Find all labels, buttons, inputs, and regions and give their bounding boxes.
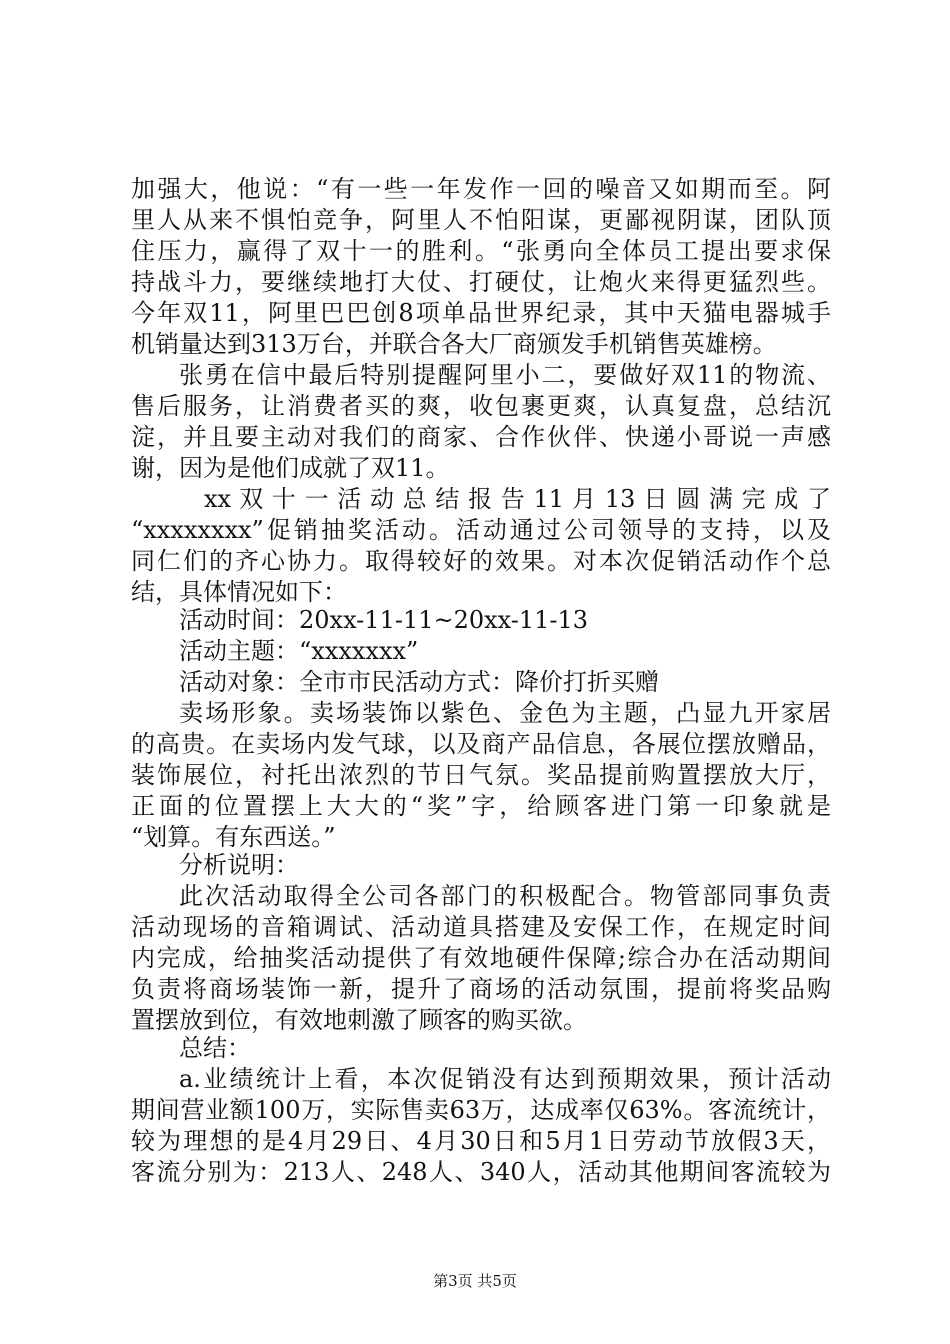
text-line: 客流分别为：213人、248人、340人，活动其他期间客流较为 [131,1158,831,1186]
paragraph-start: xx 双 十 一 活 动 总 结 报 告 11 月 13 日 圆 满 完 成 了 [204,485,831,513]
section-heading: 分析说明： [179,851,299,879]
text-line: 结，具体情况如下： [131,578,347,606]
paragraph-start: 卖场形象。卖场装饰以紫色、金色为主题，凸显九开家居 [179,699,831,727]
page-footer: 第3页 共5页 [433,1272,517,1290]
text-line: 同仁们的齐心协力。取得较好的效果。对本次促销活动作个总 [131,547,831,575]
text-line: 里人从来不惧怕竞争，阿里人不怕阳谋，更鄙视阴谋，团队顶 [131,206,831,234]
event-theme: 活动主题：“xxxxxxx” [179,637,419,665]
paragraph-start: 张勇在信中最后特别提醒阿里小二，要做好双11的物流、 [179,361,831,389]
text-line: 活动现场的音箱调试、活动道具搭建及安保工作，在规定时间 [131,913,831,941]
section-heading: 总结： [179,1034,251,1062]
text-line: 内完成，给抽奖活动提供了有效地硬件保障;综合办在活动期间 [131,944,831,972]
text-line: 淀，并且要主动对我们的商家、合作伙伴、快递小哥说一声感 [131,423,831,451]
text-line: 机销量达到313万台，并联合各大厂商颁发手机销售英雄榜。 [131,330,777,358]
paragraph-start: a.业绩统计上看，本次促销没有达到预期效果，预计活动 [179,1065,831,1093]
text-line: 置摆放到位，有效地刺激了顾客的购买欲。 [131,1006,587,1034]
text-line: 的高贵。在卖场内发气球，以及商产品信息，各展位摆放赠品， [131,730,831,758]
text-line: 正面的位置摆上大大的“奖”字，给顾客进门第一印象就是 [131,792,831,820]
text-line: 住压力，赢得了双十一的胜利。“张勇向全体员工提出要求保 [131,237,831,265]
event-time: 活动时间：20xx-11-11~20xx-11-13 [179,606,589,634]
text-line: 期间营业额100万，实际售卖63万，达成率仅63%。客流统计， [131,1096,831,1124]
text-line: 加强大，他说：“有一些一年发作一回的噪音又如期而至。阿 [131,175,831,203]
text-line: 装饰展位，衬托出浓烈的节日气氛。奖品提前购置摆放大厅， [131,761,831,789]
event-target: 活动对象：全市市民活动方式：降价打折买赠 [179,668,659,696]
text-line: 持战斗力，要继续地打大仗、打硬仗，让炮火来得更猛烈些。 [131,268,831,296]
text-line: 谢，因为是他们成就了双11。 [131,454,450,482]
text-line: “xxxxxxxx”促销抽奖活动。活动通过公司领导的支持，以及 [131,516,831,544]
text-line: 负责将商场装饰一新，提升了商场的活动氛围，提前将奖品购 [131,975,831,1003]
text-line: “划算。有东西送。” [131,823,336,851]
text-line: 今年双11，阿里巴巴创8项单品世界纪录，其中天猫电器城手 [131,299,831,327]
text-line: 较为理想的是4月29日、4月30日和5月1日劳动节放假3天， [131,1127,831,1155]
text-line: 售后服务，让消费者买的爽，收包裹更爽，认真复盘，总结沉 [131,392,831,420]
paragraph-start: 此次活动取得全公司各部门的积极配合。物管部同事负责 [179,882,831,910]
